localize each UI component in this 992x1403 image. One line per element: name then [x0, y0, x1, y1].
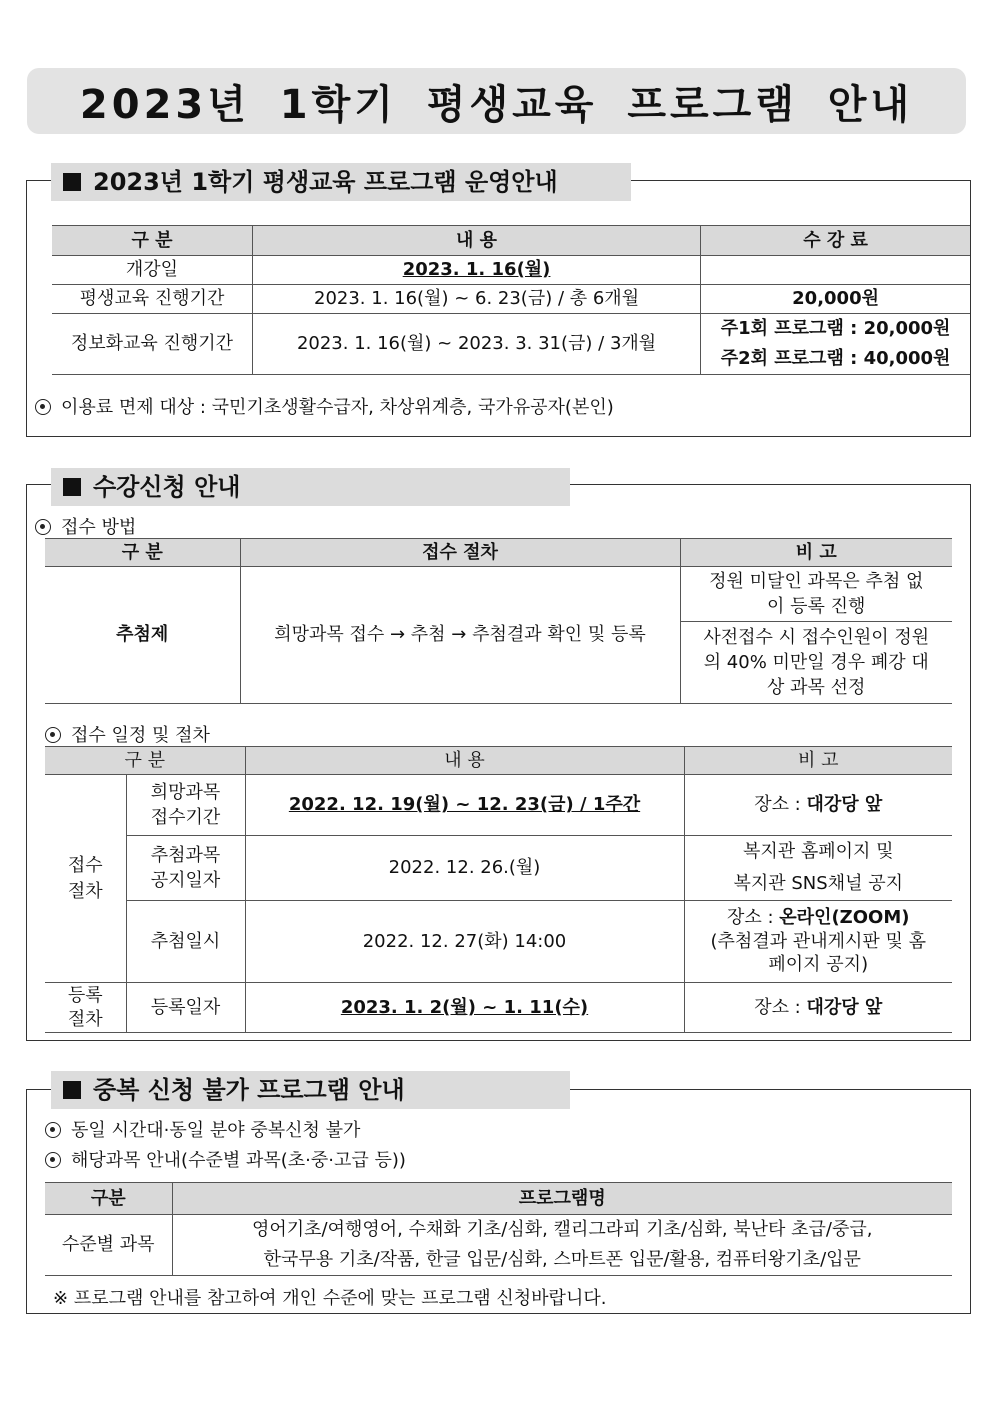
- section-duplicate-info: [26, 1076, 971, 1314]
- schedule-content: 2022. 12. 27(화) 14:00: [245, 901, 684, 983]
- header-program: 프로그램명: [172, 1183, 952, 1215]
- row-fee: [701, 256, 970, 285]
- section-heading: 수강신청 안내: [51, 468, 570, 506]
- header-fee: 수 강 료: [701, 226, 970, 256]
- row-label: 정보화교육 진행기간: [52, 314, 252, 375]
- header-category: 구분: [45, 1183, 172, 1215]
- header-remarks: 비 고: [680, 539, 952, 567]
- method-table: [45, 538, 952, 704]
- title-banner: [27, 68, 966, 134]
- schedule-note: 장소 : 대강당 앞: [684, 775, 952, 836]
- program-table: [45, 1182, 952, 1276]
- schedule-note: 복지관 홈페이지 및 복지관 SNS채널 공지: [684, 836, 952, 901]
- section-heading: 중복 신청 불가 프로그램 안내: [51, 1071, 570, 1109]
- duplicate-rule: 동일 시간대·동일 분야 중복신청 불가: [45, 1116, 360, 1142]
- header-procedure: 접수 절차: [240, 539, 680, 567]
- schedule-content: 2023. 1. 2(월) ~ 1. 11(수): [245, 983, 684, 1033]
- header-category: 구 분: [52, 226, 252, 256]
- program-list: 영어기초/여행영어, 수채화 기초/심화, 캘리그라피 기초/심화, 북난타 초급/중급, 한국무용 기초/작품, 한글 입문/심화, 스마트폰 입문/활용, 컴퓨터왕기초/입문: [172, 1215, 952, 1276]
- section-registration-info: [26, 473, 971, 1041]
- group-label: 접수 절차: [45, 775, 126, 983]
- row-label: 수준별 과목: [45, 1215, 172, 1276]
- section-operation-info: [26, 168, 971, 437]
- square-bullet-icon: [63, 478, 81, 496]
- circle-bullet-icon: [45, 727, 61, 743]
- circle-bullet-icon: [45, 1152, 61, 1168]
- remark-1: 정원 미달인 과목은 추첨 없이 등록 진행: [680, 567, 952, 622]
- schedule-sub: 등록일자: [126, 983, 245, 1033]
- method-label: 접수 방법: [35, 513, 136, 539]
- remark-2: 사전접수 시 접수인원이 정원의 40% 미만일 경우 폐강 대상 과목 선정: [680, 622, 952, 704]
- header-content: 내 용: [252, 226, 700, 256]
- header-remarks: 비 고: [684, 747, 952, 775]
- schedule-sub: 추첨과목 공지일자: [126, 836, 245, 901]
- schedule-content: 2022. 12. 19(월) ~ 12. 23(금) / 1주간: [245, 775, 684, 836]
- level-courses-note: 해당과목 안내(수준별 과목(초·중·고급 등)): [45, 1146, 406, 1172]
- schedule-note: 장소 : 대강당 앞: [684, 983, 952, 1033]
- schedule-sub: 희망과목 접수기간: [126, 775, 245, 836]
- row-fee: 20,000원: [701, 285, 970, 314]
- group-label: 등록 절차: [45, 983, 126, 1033]
- header-category: 구 분: [45, 539, 240, 567]
- schedule-note: 장소 : 온라인(ZOOM) (추첨결과 관내게시판 및 홈페이지 공지): [684, 901, 952, 983]
- header-content: 내 용: [245, 747, 684, 775]
- row-content: 2023. 1. 16(월) ~ 2023. 3. 31(금) / 3개월: [252, 314, 700, 375]
- circle-bullet-icon: [35, 519, 51, 535]
- section-heading: 2023년 1학기 평생교육 프로그램 운영안내: [51, 163, 631, 201]
- square-bullet-icon: [63, 1081, 81, 1099]
- lottery-label: 추첨제: [45, 567, 240, 704]
- schedule-table: [45, 746, 952, 1033]
- row-content: 2023. 1. 16(월): [252, 256, 700, 285]
- square-bullet-icon: [63, 173, 81, 191]
- footnote: ※ 프로그램 안내를 참고하여 개인 수준에 맞는 프로그램 신청바랍니다.: [53, 1288, 607, 1309]
- schedule-sub: 추첨일시: [126, 901, 245, 983]
- row-label: 개강일: [52, 256, 252, 285]
- operation-table: [52, 225, 970, 375]
- row-fee: 주1회 프로그램 : 20,000원 주2회 프로그램 : 40,000원: [701, 314, 970, 375]
- row-label: 평생교육 진행기간: [52, 285, 252, 314]
- schedule-label: 접수 일정 및 절차: [45, 721, 210, 747]
- lottery-procedure: 희망과목 접수 → 추첨 → 추첨결과 확인 및 등록: [240, 567, 680, 704]
- page-title: 2023년 1학기 평생교육 프로그램 안내: [79, 81, 914, 128]
- header-category: 구 분: [45, 747, 245, 775]
- circle-bullet-icon: [45, 1122, 61, 1138]
- exemption-note: 이용료 면제 대상 : 국민기초생활수급자, 차상위계층, 국가유공자(본인): [35, 393, 614, 419]
- circle-bullet-icon: [35, 399, 51, 415]
- schedule-content: 2022. 12. 26.(월): [245, 836, 684, 901]
- row-content: 2023. 1. 16(월) ~ 6. 23(금) / 총 6개월: [252, 285, 700, 314]
